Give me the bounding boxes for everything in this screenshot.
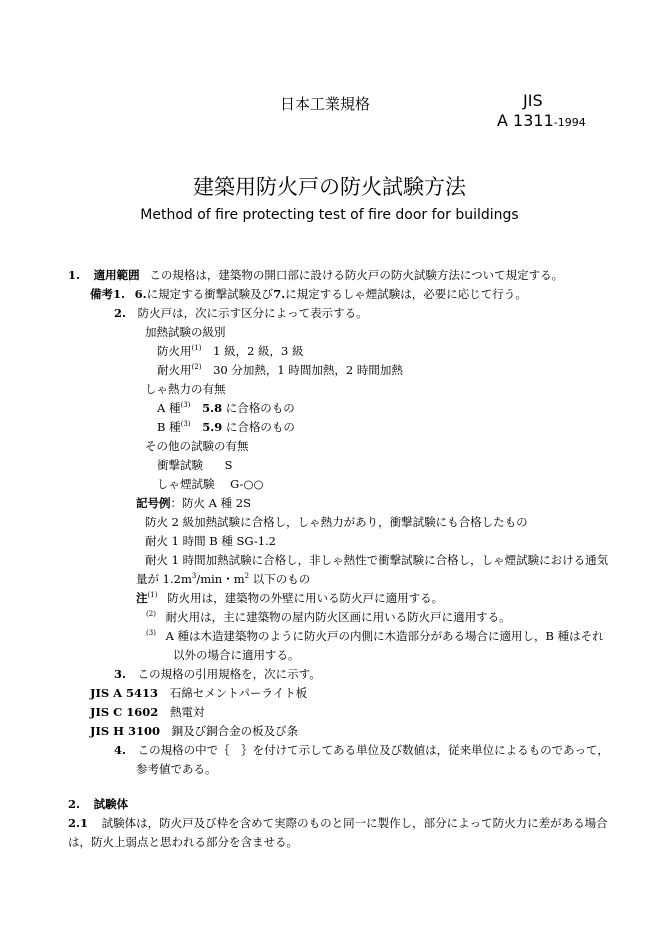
example-2-tail: 以下のもの	[249, 572, 311, 586]
note-1-text: 防火用は，建築物の外壁に用いる防火戸に適用する。	[167, 591, 444, 605]
remark-label: 備考	[90, 287, 113, 301]
section-1	[68, 267, 563, 283]
fire-resistance-grades: 30 分加熱，1 時間加熱，2 時間加熱	[213, 363, 403, 377]
smoke-test-line	[157, 476, 264, 492]
section-1-text: この規格は，建築物の開口部に設ける防火戸の防火試験方法について規定する。	[149, 268, 564, 282]
ref-2-title: 熱電対	[169, 705, 205, 719]
remark-3	[114, 666, 321, 682]
example-2-sup-2: 2	[244, 572, 250, 580]
note-3-number: 3	[148, 629, 154, 637]
fire-prevention-label: 防火用	[157, 344, 192, 358]
other-tests-heading: その他の試験の有無	[145, 439, 249, 453]
ref-1-code: JIS A 5413	[90, 686, 159, 700]
standard-year: -1994	[553, 116, 586, 129]
example-2-description: 耐火 1 時間加熱試験に合格し，非しゃ熱性で衝撃試験に合格し，しゃ煙試験における通気	[145, 553, 609, 567]
type-a-line: A 種$^{(3)}$ 5.8 に合格のもの	[157, 401, 295, 415]
remark-4-cont: 参考値である。	[136, 762, 217, 776]
remark-1-rest: に規定するしゃ煙試験は，必要に応じて行う。	[285, 287, 527, 301]
example-line	[136, 495, 251, 511]
example-2-sup-1: 3	[191, 572, 197, 580]
fire-prevention-line: 防火用$^{(1)}$ 1 級，2 級，3 級	[157, 344, 304, 358]
type-b-ref: 5.9	[202, 420, 223, 434]
section-2-1	[68, 815, 608, 831]
ref-2-code: JIS C 1602	[90, 705, 159, 719]
type-b-text: に合格のもの	[225, 420, 295, 434]
smoke-test-code: G-○○	[230, 477, 264, 491]
note-1-number: 1	[150, 591, 155, 599]
remark-3-number: 3.	[114, 667, 127, 681]
section-1-heading: 適用範囲	[93, 268, 140, 282]
section-2	[68, 796, 128, 812]
page-subtitle-en: Method of fire protecting test of fire door for buildings	[140, 207, 519, 223]
note-3: $^{(3)}$ A 種は木造建築物のように防火戸の内側に木造部分がある場合に適用し，B 種はそれ	[146, 629, 604, 643]
type-b-label: B 種	[157, 420, 181, 434]
section-2-1-cont: は，防火上弱点と思われる部分を含ませる。	[68, 835, 298, 849]
fire-resistance-line: 耐火用$^{(2)}$ 30 分加熱，1 時間加熱，2 時間加熱	[157, 363, 403, 377]
example-2-description-cont	[136, 571, 310, 587]
smoke-test-label: しゃ煙試験	[157, 477, 215, 491]
page-title: 建築用防火戸の防火試験方法	[193, 175, 466, 199]
section-2-number: 2.	[68, 797, 81, 811]
remark-2	[114, 305, 368, 321]
section-2-1-text: 試験体は，防火戸及び枠を含めて実際のものと同一に製作し，部分によって防火力に差がある場合	[101, 816, 608, 830]
ref-3-title: 銅及び銅合金の板及び条	[171, 724, 299, 738]
example-label: 記号例	[136, 496, 171, 510]
ref-2	[90, 704, 204, 720]
section-2-heading: 試験体	[93, 797, 129, 811]
note-3-cont: 以外の場合に適用する。	[173, 648, 300, 662]
remark-1-ref2: 7.	[273, 287, 286, 301]
remark-2-text: 防火戸は，次に示す区分によって表示する。	[137, 306, 368, 320]
ref-3-code: JIS H 3100	[90, 724, 161, 738]
remark-4	[114, 742, 609, 758]
fire-prevention-note: 1	[194, 344, 199, 352]
section-1-number: 1.	[68, 268, 81, 282]
remark-1-ref1: 6.	[134, 287, 147, 301]
remark-4-number: 4.	[114, 743, 127, 757]
standard-number	[497, 111, 586, 130]
example-text: ：防火 A 種 2S	[170, 496, 251, 510]
impact-test-line	[157, 457, 233, 473]
note-2-number: 2	[148, 610, 154, 618]
remark-1-number: 1.	[113, 287, 126, 301]
note-2: $^{(2)}$ 耐火用は，主に建築物の屋内防火区画に用いる防火戸に適用する。	[146, 610, 511, 624]
type-a-ref: 5.8	[202, 401, 223, 415]
example-2-unit: /min・m	[196, 572, 245, 586]
ref-1-title: 石綿セメントパーライト板	[169, 686, 308, 700]
impact-test-label: 衝撃試験	[157, 458, 203, 472]
remark-2-number: 2.	[114, 306, 127, 320]
note-1: 注$^{(1)}$ 防火用は，建築物の外壁に用いる防火戸に適用する。	[136, 591, 444, 605]
remark-1-mid: に規定する衝撃試験及び	[146, 287, 274, 301]
type-a-text: に合格のもの	[225, 401, 295, 415]
heating-heading: 加熱試験の級別	[145, 325, 226, 339]
example-description: 防火 2 級加熱試験に合格し，しゃ熱力があり，衝撃試験にも合格したもの	[145, 515, 528, 529]
standard-number-main: A 1311	[497, 111, 554, 130]
fire-resistance-label: 耐火用	[157, 363, 192, 377]
remark-1	[90, 286, 527, 302]
fire-resistance-note: 2	[194, 363, 199, 371]
type-a-note: 3	[183, 401, 188, 409]
note-2-text: 耐火用は，主に建築物の屋内防火区画に用いる防火戸に適用する。	[165, 610, 511, 624]
example-2: 耐火 1 時間 B 種 SG-1.2	[145, 534, 276, 548]
ref-3	[90, 723, 298, 739]
jis-label: JIS	[523, 91, 543, 110]
notes-label: 注	[136, 591, 148, 605]
heat-shield-heading: しゃ熱力の有無	[145, 382, 226, 396]
type-b-note: 3	[183, 420, 188, 428]
example-2-value: 量が 1.2m	[136, 572, 192, 586]
type-b-line: B 種$^{(3)}$ 5.9 に合格のもの	[157, 420, 295, 434]
section-2-1-number: 2.1	[68, 816, 89, 830]
remark-3-text: この規格の引用規格を，次に示す。	[137, 667, 321, 681]
type-a-label: A 種	[157, 401, 181, 415]
impact-test-code: S	[224, 458, 233, 472]
fire-prevention-grades: 1 級，2 級，3 級	[213, 344, 304, 358]
note-3-text: A 種は木造建築物のように防火戸の内側に木造部分がある場合に適用し，B 種はそれ	[165, 629, 604, 643]
standard-org: 日本工業規格	[280, 95, 371, 113]
remark-4-text: この規格の中で｛ ｝を付けて示してある単位及び数値は，従来単位によるものであって，	[137, 743, 609, 757]
ref-1	[90, 685, 307, 701]
